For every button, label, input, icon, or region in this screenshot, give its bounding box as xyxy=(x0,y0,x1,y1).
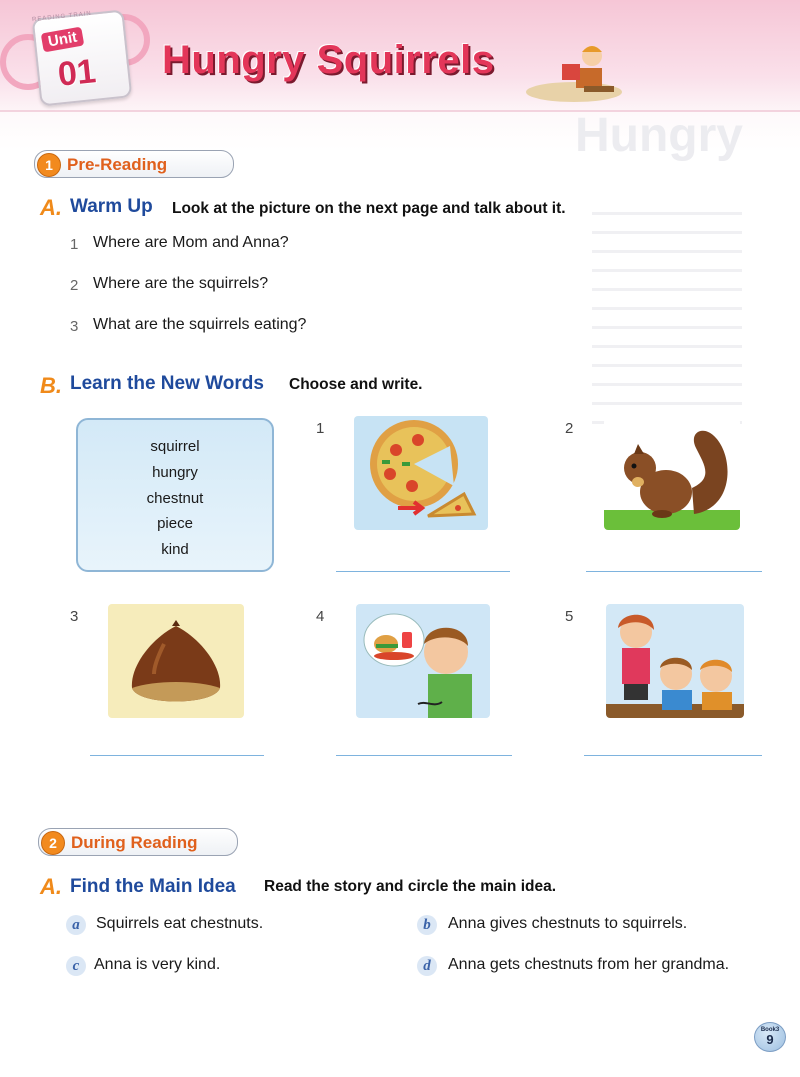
book-label: Book3 xyxy=(760,1027,780,1033)
picture-number: 3 xyxy=(70,608,79,625)
activity-title-new-words: Learn the New Words xyxy=(70,373,264,394)
bleed-through-text xyxy=(592,196,742,436)
unit-label: Unit xyxy=(41,27,85,53)
activity-title-main-idea: Find the Main Idea xyxy=(70,876,236,897)
activity-instruction: Read the story and circle the main idea. xyxy=(264,878,557,895)
answer-line[interactable] xyxy=(584,755,762,756)
question-number: 1 xyxy=(70,236,79,253)
section-pre-reading xyxy=(34,150,234,178)
option-text[interactable]: Anna gets chestnuts from her grandma. xyxy=(448,956,730,973)
kind-girl-picture xyxy=(606,604,744,718)
question-number: 3 xyxy=(70,318,79,335)
option-text[interactable]: Anna is very kind. xyxy=(94,956,221,973)
answer-line[interactable] xyxy=(586,571,762,572)
word-bank-item: piece xyxy=(157,515,193,533)
pizza-icon xyxy=(354,416,488,530)
bleed-through-title: Hungry xyxy=(575,109,743,162)
section-number-badge: 2 xyxy=(41,831,65,855)
picture-number: 2 xyxy=(565,420,574,437)
unit-series-label: READING TRAIN xyxy=(31,10,93,24)
word-bank-item: hungry xyxy=(152,463,198,481)
hungry-boy-picture xyxy=(356,604,490,718)
section-label: Pre-Reading xyxy=(67,155,168,174)
answer-line[interactable] xyxy=(90,755,264,756)
option-text[interactable]: Squirrels eat chestnuts. xyxy=(96,915,264,932)
activity-letter: A. xyxy=(40,195,62,220)
unit-badge xyxy=(20,8,130,106)
question-number: 2 xyxy=(70,277,79,294)
word-bank-item: squirrel xyxy=(150,438,200,455)
page-number-badge xyxy=(754,1022,786,1052)
picture-number: 1 xyxy=(316,420,325,437)
question-text: Where are the squirrels? xyxy=(93,275,269,292)
word-bank xyxy=(76,418,274,572)
question-text: What are the squirrels eating? xyxy=(93,316,307,333)
option-letter-b[interactable]: b xyxy=(417,915,437,935)
picture-number: 5 xyxy=(565,608,574,625)
page-number: 9 xyxy=(766,1032,774,1047)
picture-number: 4 xyxy=(316,608,325,625)
reading-child-illustration xyxy=(524,40,624,106)
option-letter-a[interactable]: a xyxy=(66,915,86,935)
unit-number: 01 xyxy=(56,52,98,94)
chestnut-picture xyxy=(108,604,244,718)
chestnut-icon xyxy=(108,604,244,718)
hungry-boy-icon xyxy=(356,604,490,718)
pizza-picture xyxy=(354,416,488,530)
squirrel-icon xyxy=(604,418,740,530)
answer-line[interactable] xyxy=(336,755,512,756)
activity-title-warm-up: Warm Up xyxy=(70,196,153,217)
section-during-reading xyxy=(38,828,238,856)
section-label: During Reading xyxy=(71,833,198,852)
option-letter-c[interactable]: c xyxy=(66,956,86,976)
option-letter-d[interactable]: d xyxy=(417,956,437,976)
answer-line[interactable] xyxy=(336,571,510,572)
word-bank-item: kind xyxy=(161,541,189,559)
squirrel-picture xyxy=(604,418,740,530)
activity-instruction: Look at the picture on the next page and talk about it. xyxy=(172,200,566,217)
option-text[interactable]: Anna gives chestnuts to squirrels. xyxy=(448,915,688,932)
question-text: Where are Mom and Anna? xyxy=(93,234,289,251)
word-bank-item: chestnut xyxy=(146,489,204,507)
activity-instruction: Choose and write. xyxy=(289,376,423,393)
kind-girl-icon xyxy=(606,604,744,718)
activity-letter: B. xyxy=(40,373,62,398)
activity-letter: A. xyxy=(40,874,62,899)
page-title: Hungry Squirrels xyxy=(162,38,495,82)
section-number-badge: 1 xyxy=(37,153,61,177)
